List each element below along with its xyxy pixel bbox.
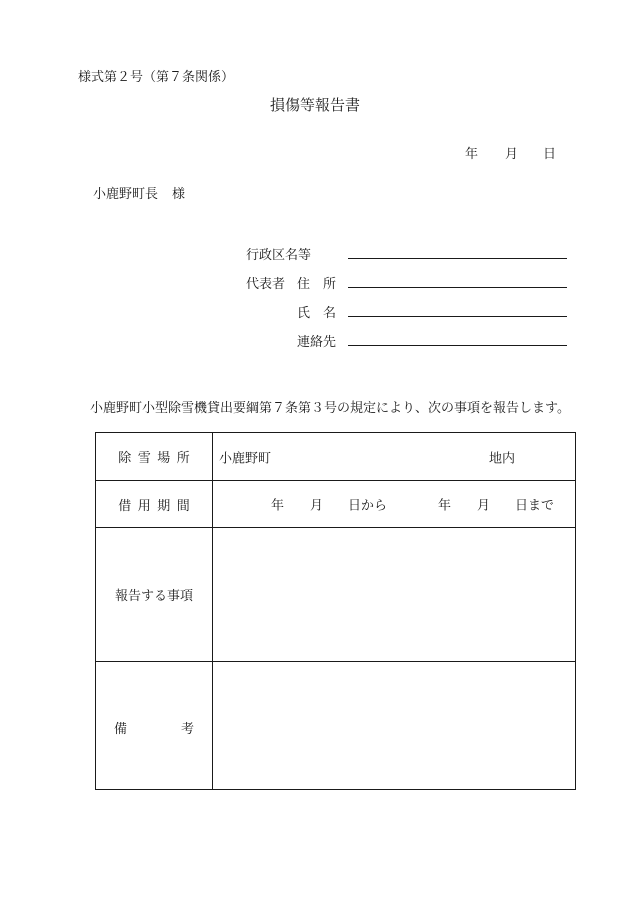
remarks-value-cell[interactable] [213,662,576,790]
location-suffix: 地内 [489,451,516,466]
period-row [96,481,576,528]
period-to-month: 月 [477,498,491,514]
remarks-label-cell [96,662,213,790]
period-from-month: 月 [310,498,324,514]
report-items-row [96,528,576,662]
contact-field[interactable] [348,345,567,346]
period-to-year: 年 [438,498,452,514]
period-label-cell [96,481,213,528]
report-items-label: 報告する事項 [114,589,193,604]
location-label-cell [96,433,213,481]
address-label-2: 所 [323,277,337,292]
area-field[interactable] [348,258,567,259]
addressee-name: 小鹿野町長 [93,187,159,202]
report-items-label-cell [96,528,213,662]
date-year-label: 年 [465,147,479,162]
remarks-row [96,662,576,790]
addressee-honorific: 様 [172,187,186,202]
location-row [96,433,576,481]
form-number: 様式第２号（第７条関係） [78,70,235,85]
name-label-1: 氏 [297,306,311,321]
addressee [93,183,185,202]
remarks-label-2: 考 [180,721,194,737]
remarks-label-1: 備 [114,721,128,737]
period-from-year: 年 [271,498,285,514]
period-to-day: 日まで [515,498,555,514]
remarks-label [114,718,194,737]
period-label: 借用期間 [118,498,197,514]
date-day-label: 日 [543,147,557,162]
location-value-cell[interactable] [213,433,576,481]
location-label: 除雪場所 [118,451,197,466]
period-from-day: 日から [348,498,388,514]
location-prefix: 小鹿野町 [219,451,272,466]
contact-label: 連絡先 [297,335,337,350]
statement-text: 小鹿野町小型除雪機貸出要綱第７条第３号の規定により、次の事項を報告します。 [90,401,570,416]
period-value-cell[interactable] [213,481,576,528]
representative-label: 代表者 [246,277,286,292]
address-field[interactable] [348,287,567,288]
address-label-1: 住 [297,277,311,292]
report-items-value-cell[interactable] [213,528,576,662]
date-month-label: 月 [505,147,519,162]
name-label-2: 名 [323,306,337,321]
report-table [95,432,576,790]
name-field[interactable] [348,316,567,317]
area-label: 行政区名等 [246,248,312,263]
document-title: 損傷等報告書 [269,96,360,114]
